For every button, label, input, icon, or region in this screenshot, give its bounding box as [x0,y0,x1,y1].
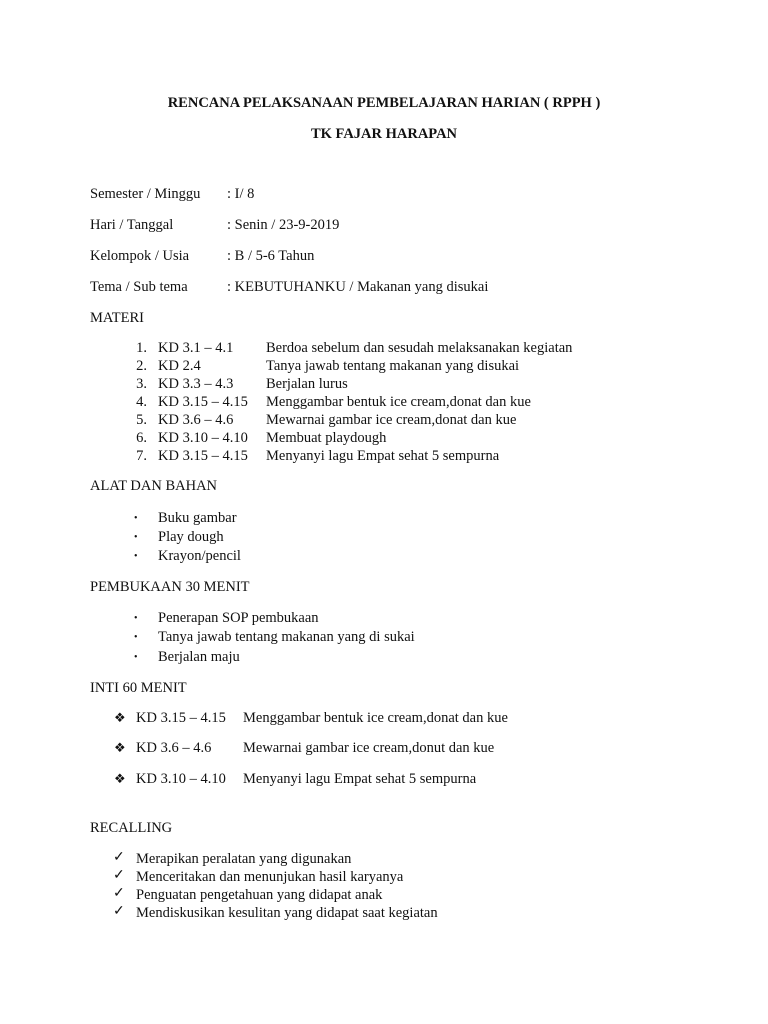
materi-kd: KD 2.4 [158,358,201,374]
diamond-icon: ❖ [114,771,126,786]
materi-kd: KD 3.3 – 4.3 [158,376,234,392]
check-icon: ✓ [113,868,125,883]
bullet-icon: • [134,551,138,562]
pembukaan-heading: PEMBUKAAN 30 MENIT [90,579,250,595]
materi-number: 3. [136,376,147,392]
materi-kd: KD 3.1 – 4.1 [158,340,234,356]
info-value-semester: : I/ 8 [227,186,255,202]
materi-desc: Mewarnai gambar ice cream,donat dan kue [266,412,517,428]
materi-kd: KD 3.15 – 4.15 [158,448,248,464]
info-label-tanggal: Hari / Tanggal [90,217,174,233]
info-value-kelompok: : B / 5-6 Tahun [227,248,315,264]
check-icon: ✓ [113,850,125,865]
check-icon: ✓ [113,886,125,901]
inti-desc: Menyanyi lagu Empat sehat 5 sempurna [243,771,477,787]
inti-kd: KD 3.6 – 4.6 [136,740,212,756]
bullet-icon: • [134,632,138,643]
materi-desc: Menyanyi lagu Empat sehat 5 sempurna [266,448,500,464]
materi-heading: MATERI [90,310,144,326]
info-label-kelompok: Kelompok / Usia [90,248,190,264]
recalling-heading: RECALLING [90,820,173,836]
bullet-icon: • [134,532,138,543]
materi-number: 2. [136,358,147,374]
alat-heading: ALAT DAN BAHAN [90,478,218,494]
check-icon: ✓ [113,904,125,919]
materi-number: 4. [136,394,147,410]
materi-kd: KD 3.10 – 4.10 [158,430,248,446]
bullet-icon: • [134,513,138,524]
diamond-icon: ❖ [114,740,126,755]
materi-desc: Berjalan lurus [266,376,348,392]
recalling-item: Menceritakan dan menunjukan hasil karyanya [136,869,404,885]
materi-kd: KD 3.15 – 4.15 [158,394,248,410]
materi-number: 5. [136,412,147,428]
materi-desc: Berdoa sebelum dan sesudah melaksanakan kegiatan [266,340,573,356]
document-title: RENCANA PELAKSANAAN PEMBELAJARAN HARIAN ( RPPH ) [167,95,601,111]
info-value-tema: : KEBUTUHANKU / Makanan yang disukai [227,279,489,295]
bullet-icon: • [134,652,138,663]
inti-kd: KD 3.15 – 4.15 [136,710,226,726]
pembukaan-item: Penerapan SOP pembukaan [158,610,319,626]
materi-number: 7. [136,448,147,464]
alat-item: Buku gambar [158,510,237,526]
materi-kd: KD 3.6 – 4.6 [158,412,234,428]
pembukaan-item: Berjalan maju [158,649,240,665]
recalling-item: Merapikan peralatan yang digunakan [136,851,352,867]
info-label-semester: Semester / Minggu [90,186,201,202]
materi-number: 6. [136,430,147,446]
bullet-icon: • [134,613,138,624]
pembukaan-item: Tanya jawab tentang makanan yang di sukai [158,629,415,645]
materi-desc: Tanya jawab tentang makanan yang disukai [266,358,520,374]
inti-heading: INTI 60 MENIT [90,680,187,696]
inti-kd: KD 3.10 – 4.10 [136,771,226,787]
info-label-tema: Tema / Sub tema [90,279,188,295]
alat-item: Play dough [158,529,224,545]
materi-desc: Membuat playdough [266,430,387,446]
alat-item: Krayon/pencil [158,548,241,564]
materi-desc: Menggambar bentuk ice cream,donat dan kue [266,394,531,410]
inti-desc: Mewarnai gambar ice cream,donut dan kue [243,740,495,756]
school-name: TK FAJAR HARAPAN [310,126,458,142]
diamond-icon: ❖ [114,710,126,725]
info-value-tanggal: : Senin / 23-9-2019 [227,217,340,233]
inti-desc: Menggambar bentuk ice cream,donat dan kue [243,710,508,726]
materi-number: 1. [136,340,147,356]
recalling-item: Penguatan pengetahuan yang didapat anak [136,887,383,903]
recalling-item: Mendiskusikan kesulitan yang didapat saat kegiatan [136,905,438,921]
